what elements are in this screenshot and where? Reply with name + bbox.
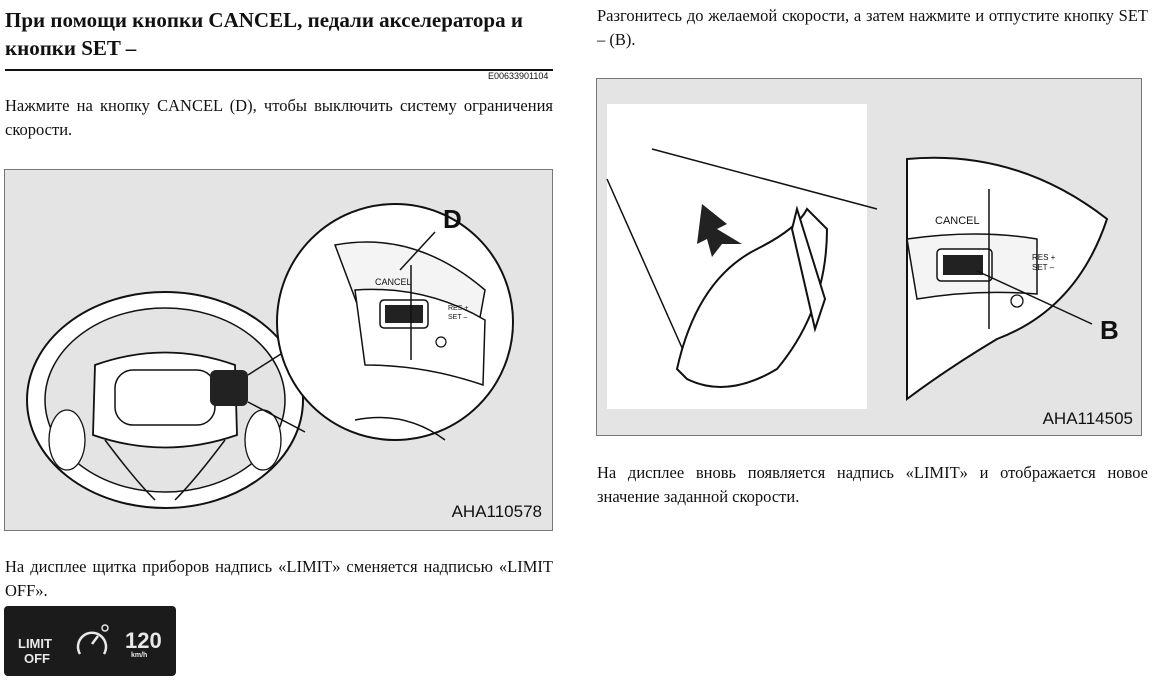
figure-code: AHA114505 bbox=[1042, 409, 1133, 428]
instruction-paragraph: Нажмите на кнопку CANCEL (D), чтобы выключить систему ограничения скорости. bbox=[5, 96, 553, 139]
display-speed-value: 120 bbox=[125, 628, 162, 653]
set-button-label: SET – bbox=[448, 314, 468, 321]
cancel-button-label: CANCEL bbox=[935, 215, 980, 227]
display-off-text: OFF bbox=[24, 651, 50, 666]
res-button-label: RES + bbox=[448, 305, 469, 312]
display-speed-unit: km/h bbox=[131, 652, 148, 659]
instruction-paragraph: Разгонитесь до желаемой скорости, а затем нажмите и отпустите кнопку SET – (B). bbox=[597, 6, 1148, 49]
section-heading: При помощи кнопки CANCEL, педали акселератора и кнопки SET – bbox=[5, 8, 523, 60]
speed-limiter-icon bbox=[72, 622, 112, 662]
cancel-button-label: CANCEL bbox=[375, 277, 412, 287]
figure-code: AHA110578 bbox=[451, 502, 542, 521]
set-button-label: SET – bbox=[1032, 263, 1055, 272]
display-limit-text: LIMIT bbox=[18, 636, 52, 651]
result-paragraph: На дисплее вновь появляется надпись «LIMIT» и отображается новое значение заданной скорости. bbox=[597, 463, 1148, 506]
res-button-label: RES + bbox=[1032, 253, 1056, 262]
result-paragraph: На дисплее щитка приборов надпись «LIMIT» сменяется надписью «LIMIT OFF». bbox=[5, 557, 553, 600]
heading-rule bbox=[5, 69, 553, 71]
steering-wheel-illustration bbox=[5, 170, 553, 531]
pedal-and-switch-figure bbox=[596, 78, 1142, 436]
accelerator-illustration bbox=[597, 79, 1142, 436]
document-code: E00633901104 bbox=[488, 71, 549, 81]
callout-label-b: B bbox=[1100, 315, 1119, 345]
callout-label-d: D bbox=[443, 204, 462, 234]
steering-wheel-figure bbox=[4, 169, 553, 531]
instrument-display bbox=[4, 606, 176, 676]
